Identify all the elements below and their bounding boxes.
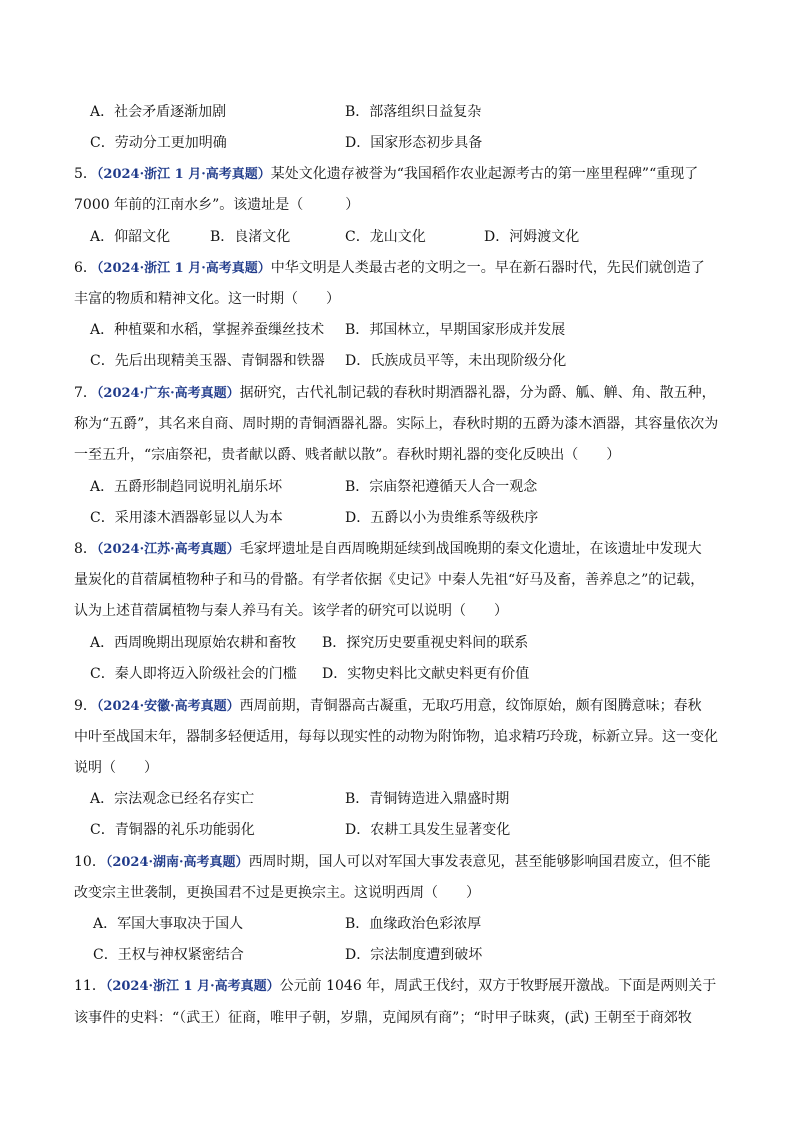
q5-option-d[interactable]: D．河姆渡文化 <box>484 229 580 245</box>
q7-option-c[interactable]: C．采用漆木酒器彰显以人为本 <box>90 510 283 526</box>
q6-option-b[interactable]: B．邦国林立，早期国家形成并发展 <box>345 322 566 338</box>
q9-text-1: 西周前期，青铜器高古凝重，无取巧用意，纹饰原始，颇有图腾意味；春秋 <box>239 698 702 714</box>
q8-stem-line2: 量炭化的苜蓿属植物种子和马的骨骼。有学者依据《史记》中秦人先祖“好马及畜，善养息之”的记载， <box>74 572 705 588</box>
q11-source-tag: （2024·浙江 1 月·高考真题） <box>105 979 280 994</box>
q7-option-b[interactable]: B．宗庙祭祀遵循天人合一观念 <box>345 479 538 495</box>
q4-option-a[interactable]: A．社会矛盾逐渐加剧 <box>90 104 227 120</box>
q7-source-tag: （2024·广东·高考真题） <box>96 386 240 401</box>
q5-option-a[interactable]: A．仰韶文化 <box>90 229 171 245</box>
q7-stem-line1 <box>74 383 716 404</box>
q10-text-1: 西周时期，国人可以对军国大事发表意见，甚至能够影响国君废立，但不能 <box>248 854 711 870</box>
q6-option-c[interactable]: C．先后出现精美玉器、青铜器和铁器 <box>90 353 325 369</box>
q8-text-1: 毛家坪遗址是自西周晚期延续到战国晚期的秦文化遗址，在该遗址中发现大 <box>239 541 702 557</box>
q11-text-1: 公元前 1046 年，周武王伐纣，双方于牧野展开激战。下面是两则关于 <box>279 978 717 994</box>
q8-option-c[interactable]: C．秦人即将迈入阶级社会的门槛 <box>90 666 297 682</box>
q7-option-a[interactable]: A．五爵形制趋同说明礼崩乐坏 <box>90 479 283 495</box>
q10-option-b[interactable]: B．血缘政治色彩浓厚 <box>345 916 482 932</box>
q6-source-tag: （2024·浙江 1 月·高考真题） <box>96 261 271 276</box>
q10-source-tag: （2024·湖南·高考真题） <box>105 855 249 870</box>
q8-source-tag: （2024·江苏·高考真题） <box>96 542 240 557</box>
q9-option-a[interactable]: A．宗法观念已经名存实亡 <box>90 791 255 807</box>
q10-option-c[interactable]: C．王权与神权紧密结合 <box>93 947 244 963</box>
q8-option-d[interactable]: D．实物史料比文献史料更有价值 <box>322 666 530 682</box>
q9-stem-line1 <box>74 696 702 717</box>
q5-option-b[interactable]: B．良渚文化 <box>210 229 291 245</box>
q6-stem-line1 <box>74 258 705 279</box>
q9-stem-line3: 说明（ ） <box>74 760 158 776</box>
q10-stem-line1 <box>74 852 711 873</box>
q8-option-b[interactable]: B．探究历史要重视史料间的联系 <box>322 635 529 651</box>
q11-number: 11． <box>74 978 106 994</box>
q8-option-a[interactable]: A．西周晚期出现原始农耕和畜牧 <box>90 635 297 651</box>
q9-option-d[interactable]: D．农耕工具发生显著变化 <box>345 822 511 838</box>
q6-text-1: 中华文明是人类最古老的文明之一。早在新石器时代，先民们就创造了 <box>270 260 705 276</box>
q5-stem-line2: 7000 年前的江南水乡”。该遗址是（ ） <box>74 197 360 213</box>
q10-stem-line2: 改变宗主世袭制，更换国君不过是更换宗主。这说明西周（ ） <box>74 885 480 901</box>
q8-stem-line1 <box>74 539 702 560</box>
q8-number: 8． <box>74 541 97 557</box>
q10-number: 10． <box>74 854 106 870</box>
q7-stem-line2: 称为“五爵”，其名来自商、周时期的青铜酒器礼器。实际上，春秋时期的五爵为漆木酒器，其容量依次为 <box>74 416 719 432</box>
q6-stem-line2: 丰富的物质和精神文化。这一时期（ ） <box>74 291 340 307</box>
q9-number: 9． <box>74 698 97 714</box>
q5-option-c[interactable]: C．龙山文化 <box>345 229 426 245</box>
q4-option-b[interactable]: B．部落组织日益复杂 <box>345 104 482 120</box>
q8-stem-line3: 认为上述苜蓿属植物与秦人养马有关。该学者的研究可以说明（ ） <box>74 603 508 619</box>
q4-option-d[interactable]: D．国家形态初步具备 <box>345 135 483 151</box>
q7-number: 7． <box>74 385 97 401</box>
q7-option-d[interactable]: D．五爵以小为贵维系等级秩序 <box>345 510 539 526</box>
q9-source-tag: （2024·安徽·高考真题） <box>96 699 240 714</box>
q5-text-1: 某处文化遗存被誉为“我国稻作农业起源考古的第一座里程碑”“重现了 <box>270 166 699 182</box>
q11-stem-line1 <box>74 976 716 997</box>
q9-option-b[interactable]: B．青铜铸造进入鼎盛时期 <box>345 791 510 807</box>
q9-stem-line2: 中叶至战国末年，器制多轻便适用，每每以现实性的动物为附饰物，追求精巧玲珑，标新立异。这一变化 <box>74 729 718 745</box>
q5-source-tag: （2024·浙江 1 月·高考真题） <box>96 167 271 182</box>
q5-stem-line1 <box>74 164 698 185</box>
q6-option-a[interactable]: A．种植粟和水稻，掌握养蚕缫丝技术 <box>90 322 325 338</box>
q7-text-1: 据研究，古代礼制记载的春秋时期酒器礼器，分为爵、觚、觯、角、散五种， <box>239 385 716 401</box>
q11-stem-line2: 该事件的史料：“（武王）征商，唯甲子朝，岁鼎，克闻夙有商”；“时甲子昧爽，(武) 王朝至于商郊牧 <box>74 1010 692 1026</box>
q4-option-c[interactable]: C．劳动分工更加明确 <box>90 135 227 151</box>
q9-option-c[interactable]: C．青铜器的礼乐功能弱化 <box>90 822 255 838</box>
q7-stem-line3: 一至五升，“宗庙祭祀，贵者献以爵、贱者献以散”。春秋时期礼器的变化反映出（ ） <box>74 447 621 463</box>
q5-number: 5． <box>74 166 97 182</box>
q10-option-a[interactable]: A．军国大事取决于国人 <box>93 916 244 932</box>
q6-number: 6． <box>74 260 97 276</box>
q10-option-d[interactable]: D．宗法制度遭到破坏 <box>345 947 483 963</box>
q6-option-d[interactable]: D．氏族成员平等，未出现阶级分化 <box>345 353 567 369</box>
